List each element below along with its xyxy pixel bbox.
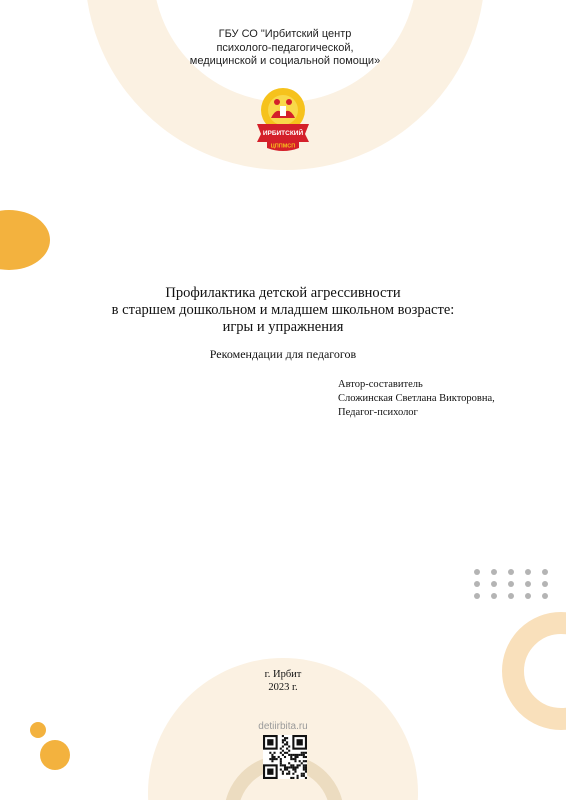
title-line: игры и упражнения — [222, 319, 344, 335]
grid-dot — [474, 581, 480, 587]
grid-dot — [542, 581, 548, 587]
grid-dot — [474, 569, 480, 575]
website-link[interactable]: detiirbita.ru — [258, 721, 308, 732]
title-line: Профилактика детской агрессивности — [165, 285, 401, 301]
document-subtitle: Рекомендации для педагогов — [209, 347, 357, 361]
decorative-dot-grid — [474, 569, 552, 603]
document-title — [80, 285, 486, 336]
grid-dot — [525, 581, 531, 587]
decorative-right-ring — [502, 612, 566, 730]
decorative-medium-dot — [40, 740, 70, 770]
organization-name — [150, 28, 420, 69]
author-position: Педагог-психолог — [338, 407, 418, 418]
decorative-small-dot — [30, 722, 46, 738]
grid-dot — [525, 593, 531, 599]
grid-dot — [491, 569, 497, 575]
year-label: 2023 г. — [268, 681, 298, 693]
logo-ribbon-text: ИРБИТСКИЙ — [262, 130, 304, 137]
qr-code-icon[interactable] — [263, 735, 307, 779]
grid-dot — [474, 593, 480, 599]
title-line: в старшем дошкольном и младшем школьном возрасте: — [111, 302, 455, 318]
place-and-year — [233, 669, 333, 694]
organization-line: медицинской и социальной помощи» — [189, 55, 381, 67]
grid-dot — [508, 581, 514, 587]
organization-line: ГБУ СО "Ирбитский центр — [218, 28, 352, 40]
grid-dot — [491, 581, 497, 587]
grid-dot — [542, 569, 548, 575]
grid-dot — [491, 593, 497, 599]
decorative-left-circle — [0, 210, 50, 270]
grid-dot — [508, 569, 514, 575]
grid-dot — [542, 593, 548, 599]
center-logo — [247, 84, 319, 154]
logo-badge-text: ЦППМСП — [270, 143, 296, 150]
grid-dot — [525, 569, 531, 575]
city-label: г. Ирбит — [264, 669, 302, 680]
ribbon-icon — [257, 124, 309, 142]
author-name: Сложинская Светлана Викторовна, — [338, 393, 495, 404]
author-block — [338, 378, 495, 420]
author-role: Автор-составитель — [338, 379, 423, 390]
grid-dot — [508, 593, 514, 599]
organization-line: психолого-педагогической, — [216, 41, 354, 54]
badge-icon — [267, 140, 299, 151]
